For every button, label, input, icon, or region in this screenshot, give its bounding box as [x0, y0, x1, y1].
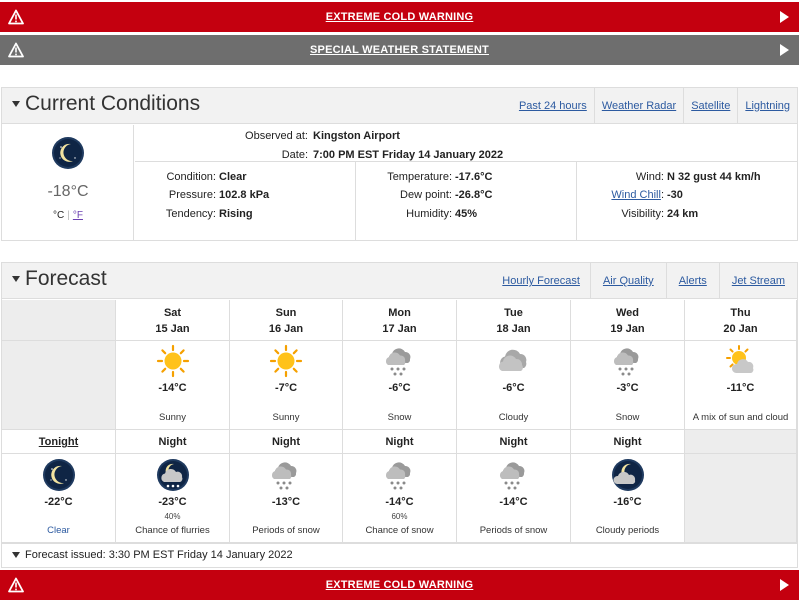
date-label: Date: — [281, 149, 308, 161]
day-date: 19 Jan — [610, 323, 645, 335]
day-header — [685, 300, 797, 341]
wind-value: N 32 gust 44 km/h — [667, 171, 761, 183]
day-temperature: -6°C — [502, 382, 525, 394]
visibility-value: 24 km — [667, 208, 699, 220]
precip-probability: 40% — [164, 512, 181, 521]
celsius-option[interactable]: °C — [53, 210, 65, 221]
current-conditions-links — [512, 88, 797, 124]
day-name: Thu — [730, 307, 751, 319]
sun-cloud-icon — [724, 344, 758, 378]
moon-clear-icon — [51, 136, 85, 170]
forecast-links — [492, 263, 797, 299]
empty-night-header — [685, 430, 797, 454]
divider — [135, 161, 798, 162]
day-condition: Sunny — [272, 412, 300, 423]
night-label: Night — [158, 436, 187, 448]
past-24-hours-link[interactable]: Past 24 hours — [518, 100, 587, 112]
empty-night-cell — [685, 454, 797, 543]
satellite-link[interactable]: Satellite — [683, 88, 737, 124]
day-condition: Cloudy — [498, 412, 529, 423]
day-name: Wed — [615, 307, 640, 319]
day-forecast-cell[interactable] — [116, 341, 230, 430]
night-temperature: -16°C — [613, 496, 642, 508]
night-condition: Periods of snow — [479, 525, 548, 536]
humidity-label: Humidity: — [406, 208, 452, 220]
temperature-label: Temperature: — [387, 171, 452, 183]
alerts-link[interactable]: Alerts — [666, 263, 719, 299]
night-forecast-cell[interactable] — [116, 454, 230, 543]
night-label: Night — [271, 436, 301, 448]
forecast-title[interactable]: Forecast — [12, 267, 107, 291]
night-temperature: -23°C — [158, 496, 187, 508]
moon-clear-icon — [42, 458, 76, 492]
day-date: 18 Jan — [496, 323, 531, 335]
snow-cloud-icon — [497, 458, 531, 492]
current-temperature: -18°C — [47, 183, 89, 200]
night-header — [457, 430, 571, 454]
day-forecast-cell[interactable] — [457, 341, 571, 430]
day-condition: Snow — [387, 412, 412, 423]
night-temperature: -14°C — [499, 496, 528, 508]
warning-triangle-icon — [8, 9, 24, 25]
night-temperature: -22°C — [44, 496, 73, 508]
day-name: Sun — [275, 307, 297, 319]
night-forecast-cell[interactable] — [343, 454, 457, 543]
night-condition: Periods of snow — [252, 525, 320, 536]
day-name: Sat — [163, 307, 182, 319]
visibility-label: Visibility: — [621, 208, 664, 220]
night-temperature: -14°C — [385, 496, 414, 508]
extreme-cold-warning-banner-bottom[interactable] — [0, 570, 799, 600]
day-forecast-cell[interactable] — [571, 341, 685, 430]
night-header — [343, 430, 457, 454]
air-quality-link[interactable]: Air Quality — [590, 263, 666, 299]
condition-value: Clear — [219, 171, 247, 183]
tendency-label: Tendency: — [165, 208, 216, 220]
moon-flurries-icon — [156, 458, 190, 492]
day-forecast-cell[interactable] — [685, 341, 797, 430]
current-summary — [2, 125, 134, 240]
day-name: Tue — [504, 307, 523, 319]
caret-down-icon — [12, 552, 20, 558]
tonight-label: Tonight — [38, 436, 79, 448]
night-condition: Cloudy periods — [595, 525, 660, 536]
wind-chill-label: Wind Chill: — [611, 189, 664, 201]
night-condition: Chance of flurries — [135, 525, 210, 536]
moon-cloud-icon — [611, 458, 645, 492]
forecast-issued[interactable]: Forecast issued: 3:30 PM EST Friday 14 January 2022 — [1, 543, 798, 568]
fahrenheit-link[interactable]: °F — [72, 210, 83, 221]
condition-label: Condition: — [166, 171, 216, 183]
night-label: Night — [613, 436, 642, 448]
night-forecast-cell[interactable] — [457, 454, 571, 543]
sun-icon — [156, 344, 190, 378]
play-arrow-icon — [780, 44, 789, 56]
caret-down-icon — [12, 276, 20, 282]
night-forecast-cell[interactable] — [571, 454, 685, 543]
snow-cloud-icon — [611, 344, 645, 378]
current-conditions-panel — [1, 87, 798, 241]
day-date: 17 Jan — [382, 323, 417, 335]
empty-day-cell — [2, 341, 116, 430]
snow-cloud-icon — [269, 458, 303, 492]
day-date: 15 Jan — [155, 323, 190, 335]
night-header — [571, 430, 685, 454]
unit-toggle: °C | °F — [53, 210, 83, 221]
precip-probability: 60% — [391, 512, 408, 521]
night-temperature: -13°C — [271, 496, 301, 508]
date-value: 7:00 PM EST Friday 14 January 2022 — [313, 149, 504, 161]
pressure-value: 102.8 kPa — [219, 189, 270, 201]
night-label: Night — [499, 436, 528, 448]
lightning-link[interactable]: Lightning — [737, 88, 797, 124]
current-conditions-header — [2, 88, 797, 124]
night-forecast-cell[interactable] — [230, 454, 343, 543]
tendency-value: Rising — [219, 208, 253, 220]
observed-at-value: Kingston Airport — [313, 130, 400, 142]
day-temperature: -3°C — [616, 382, 639, 394]
day-condition: A mix of sun and cloud — [692, 412, 789, 423]
current-conditions-title[interactable]: Current Conditions — [12, 92, 200, 116]
forecast-panel — [1, 262, 798, 544]
day-forecast-cell[interactable] — [230, 341, 343, 430]
temperature-value: -17.6°C — [455, 171, 493, 183]
wind-chill-value: -30 — [667, 189, 683, 201]
dew-point-label: Dew point: — [400, 189, 452, 201]
day-temperature: -11°C — [726, 382, 755, 394]
day-header — [571, 300, 685, 341]
cloud-icon — [497, 344, 531, 378]
night-header — [2, 430, 116, 454]
warning-link[interactable]: EXTREME COLD WARNING — [325, 11, 474, 23]
snow-cloud-icon — [383, 344, 417, 378]
snow-cloud-icon — [383, 458, 417, 492]
night-label: Night — [385, 436, 414, 448]
special-weather-statement-banner[interactable] — [0, 35, 799, 65]
dew-point-value: -26.8°C — [455, 189, 493, 201]
day-header — [457, 300, 571, 341]
day-date: 20 Jan — [723, 323, 758, 335]
day-forecast-cell[interactable] — [343, 341, 457, 430]
humidity-value: 45% — [455, 208, 478, 220]
forecast-header — [2, 263, 797, 299]
day-temperature: -7°C — [274, 382, 298, 394]
weather-radar-link[interactable]: Weather Radar — [594, 88, 683, 124]
empty-header-cell — [2, 300, 116, 341]
day-temperature: -6°C — [388, 382, 411, 394]
day-condition: Snow — [615, 412, 640, 423]
warning-link[interactable]: EXTREME COLD WARNING — [325, 579, 474, 591]
pressure-label: Pressure: — [168, 189, 216, 201]
day-name: Mon — [388, 307, 411, 319]
wind-label: Wind: — [635, 171, 664, 183]
warning-triangle-icon — [8, 42, 24, 58]
play-arrow-icon — [780, 579, 789, 591]
caret-down-icon — [12, 101, 20, 107]
night-header — [116, 430, 230, 454]
day-condition: Sunny — [159, 412, 186, 423]
extreme-cold-warning-banner[interactable] — [0, 2, 799, 32]
wind-chill-link[interactable]: Wind Chill — [611, 189, 661, 201]
day-temperature: -14°C — [158, 382, 187, 394]
jet-stream-link[interactable]: Jet Stream — [719, 263, 797, 299]
statement-link[interactable]: SPECIAL WEATHER STATEMENT — [310, 44, 489, 56]
warning-triangle-icon — [8, 577, 24, 593]
observed-at-label: Observed at: — [245, 130, 308, 142]
night-forecast-cell[interactable] — [2, 454, 116, 543]
day-header — [343, 300, 457, 341]
hourly-forecast-link[interactable]: Hourly Forecast — [502, 275, 580, 287]
day-date: 16 Jan — [268, 323, 304, 335]
sun-icon — [269, 344, 303, 378]
night-header — [230, 430, 343, 454]
night-condition: Clear — [47, 525, 70, 536]
night-condition: Chance of snow — [365, 525, 434, 536]
day-header — [230, 300, 343, 341]
play-arrow-icon — [780, 11, 789, 23]
day-header — [116, 300, 230, 341]
